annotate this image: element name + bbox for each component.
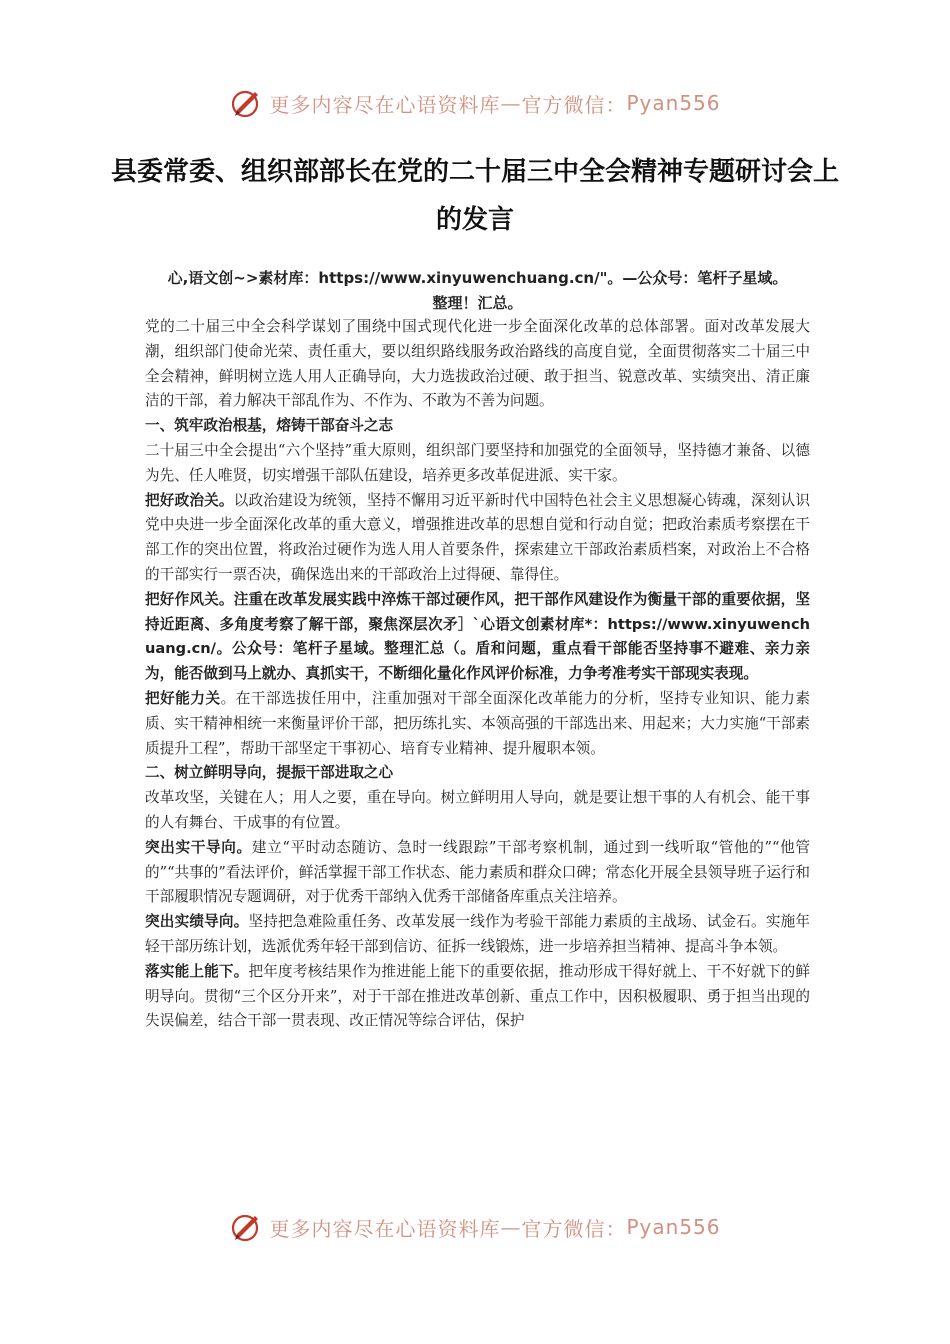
paragraph-lead: 落实能上能下。 (145, 962, 249, 980)
document-body (145, 266, 810, 1034)
banner-brand: 更多内容尽在心语资料库 (269, 1216, 501, 1241)
pen-circle-logo-icon (229, 1210, 263, 1244)
source-line-1: 心,语文创~>素材库：https://www.xinyuwenchuang.cn/"。—公众号：笔杆子星域。 (167, 269, 788, 287)
paragraph-lead: 突出实干导向。 (145, 838, 252, 856)
banner-wechat-id: Pyan556 (626, 91, 721, 115)
banner-wechat-id: Pyan556 (626, 1215, 721, 1239)
paragraph-body: 。在干部选拔任用中，注重加强对干部全面深化改革能力的分析，坚持专业知识、能力素质、实干精神相统一来衡量评价干部，把历练扎实、本领高强的干部选出来、用起来；大力实施“干部素质提升工程”，帮助干部坚定干事初心、培育专业精神、提升履职本领。 (145, 689, 810, 757)
section-1-intro: 二十届三中全会提出“六个坚持”重大原则，组织部门要坚持和加强党的全面领导，坚持德才兼备、以德为先、任人唯贤，切实增强干部队伍建设，培养更多改革促进派、实干家。 (145, 441, 810, 484)
banner-label: 官方微信： (521, 1216, 627, 1241)
banner-label: 官方微信： (521, 92, 627, 117)
section-2-intro: 改革攻坚，关键在人；用人之要，重在导向。树立鲜明用人导向，就是要让想干事的人有机会、能干事的人有舞台、干成事的有位置。 (145, 789, 810, 831)
paragraph-lead: 把好政治关。 (145, 491, 234, 509)
section-1-paragraph-1 (145, 489, 810, 588)
banner-dash: — (500, 1215, 522, 1239)
paragraph-lead: 把好能力关 (145, 689, 221, 707)
paragraph-body: 建立“平时动态随访、急时一线跟踪”干部考察机制，通过到一线听取“管他的”“他管的”“共事的”看法评价，鲜活掌握干部工作状态、能力素质和群众口碑；常态化开展全县领导班子运行和干部履职情况专题调研，对于优秀干部纳入优秀干部储备库重点关注培养。 (145, 838, 810, 906)
section-2-paragraph-1 (145, 836, 810, 910)
section-1-paragraph-2: 把好作风关。注重在改革发展实践中淬炼干部过硬作风，把干部作风建设作为衡量干部的重要依据，坚持近距离、多角度考察了解干部，聚焦深层次矛］`心语文创素材库*：https://www.xinyuwenchuang.cn/。公众号：笔杆子星域。整理汇总（。盾和问题，重点看干部能否坚持事不避难、亲力亲为，能否做到马上就办、真抓实干，不断细化量化作风评价标准，力争考准考实干部现实表现。 (145, 590, 810, 683)
section-2-paragraph-3 (145, 960, 810, 1034)
pen-circle-logo-icon (229, 86, 263, 120)
section-1-paragraph-3 (145, 687, 810, 761)
section-1-heading: 一、筑牢政治根基，熔铸干部奋斗之志 (145, 417, 394, 435)
top-banner (0, 86, 950, 120)
paragraph-body: 坚持把急难险重任务、改革发展一线作为考验干部能力素质的主战场、试金石。实施年轻干部历练计划，选派优秀年轻干部到信访、征拆一线锻炼，进一步培养担当精神、提高斗争本领。 (145, 913, 810, 955)
section-2-heading: 二、树立鲜明导向，提振干部进取之心 (145, 764, 394, 782)
section-2-paragraph-2 (145, 910, 810, 960)
bottom-banner (0, 1210, 950, 1244)
document-title: 县委常委、组织部部长在党的二十届三中全会精神专题研讨会上的发言 (110, 157, 839, 235)
source-line-2: 整理！汇总。 (432, 293, 523, 312)
paragraph-body: 以政治建设为统领，坚持不懈用习近平新时代中国特色社会主义思想凝心铸魂，深刻认识党中央进一步全面深化改革的重大意义，增强推进改革的思想自觉和行动自觉；把政治素质考察摆在干部工作的突出位置，将政治过硬作为选人用人首要条件，探索建立干部政治素质档案，对政治上不合格的干部实行一票否决，确保选出来的干部政治上过得硬、靠得住。 (145, 491, 810, 583)
banner-brand: 更多内容尽在心语资料库 (269, 92, 501, 117)
intro-paragraph: 党的二十届三中全会科学谋划了围绕中国式现代化进一步全面深化改革的总体部署。面对改革发展大潮，组织部门使命光荣、责任重大，要以组织路线服务政治路线的高度自觉，全面贯彻落实二十届三中全会精神，鲜明树立选人用人正确导向，大力选拔政治过硬、敢于担当、锐意改革、实绩突出、清正廉洁的干部，着力解决干部乱作为、不作为、不敢为不善为问题。 (145, 318, 810, 410)
paragraph-body: 把年度考核结果作为推进能上能下的重要依据，推动形成干得好就上、干不好就下的鲜明导向。贯彻“三个区分开来”，对于干部在推进改革创新、重点工作中，因积极履职、勇于担当出现的失误偏差，结合干部一贯表现、改正情况等综合评估，保护 (145, 962, 810, 1030)
paragraph-lead: 突出实绩导向。 (145, 913, 249, 931)
banner-dash: — (500, 91, 522, 115)
